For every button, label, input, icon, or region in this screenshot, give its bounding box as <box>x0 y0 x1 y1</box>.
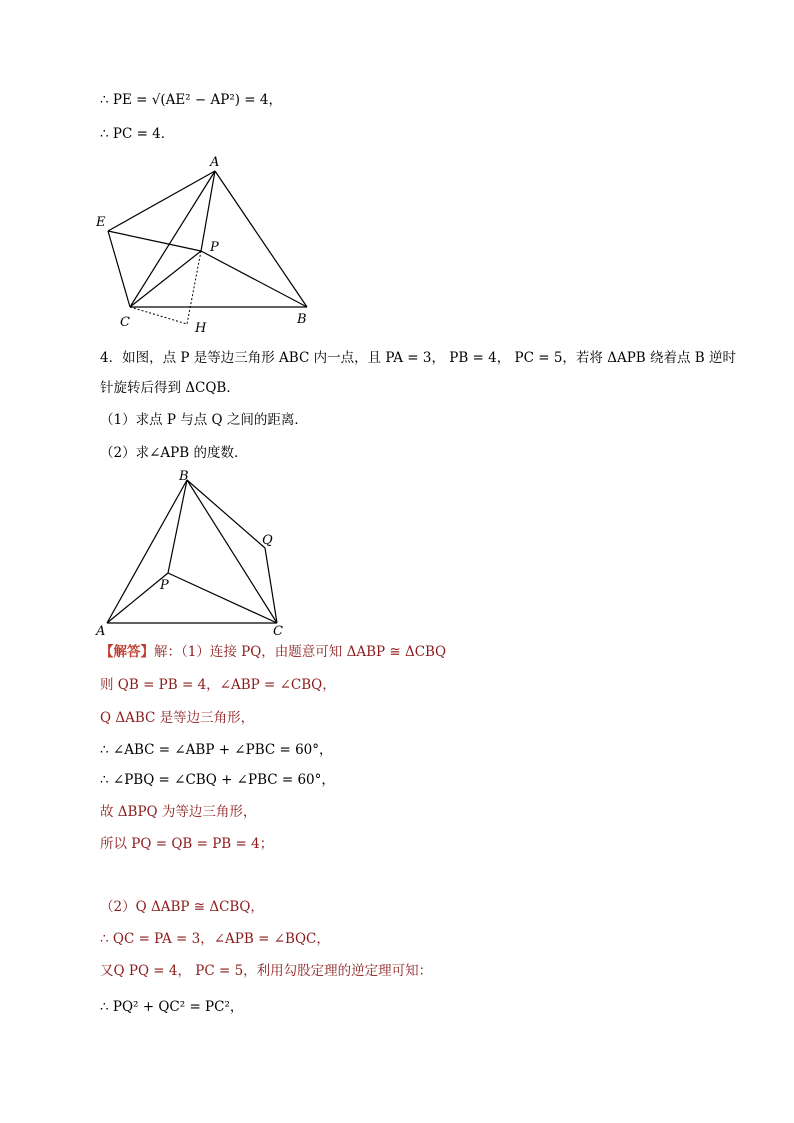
fig2-label-a: A <box>96 624 106 639</box>
answer-line-10: 又Q PQ = 4， PC = 5，利用勾股定理的逆定理可知： <box>100 963 433 979</box>
fig1-label-e: E <box>96 215 106 230</box>
geometry-figure-1 <box>90 152 330 337</box>
answer-line-1 <box>100 642 446 662</box>
answer-line-2: 则 QB = PB = 4，∠ABP = ∠CBQ， <box>100 677 336 693</box>
fig1-label-a: A <box>210 155 220 170</box>
problem-stem-line1: 4．如图，点 P 是等边三角形 ABC 内一点，且 PA = 3， PB = 4， PC = 5，若将 ΔAPB 绕着点 B 逆时 <box>100 350 737 366</box>
answer-line-7: 所以 PQ = QB = PB = 4； <box>100 836 274 852</box>
answer-line-1-text: 解：（1）连接 PQ，由题意可知 ΔABP ≅ ΔCBQ <box>154 644 447 660</box>
fig2-label-p: P <box>160 578 169 593</box>
question-1: （1）求点 P 与点 Q 之间的距离． <box>100 412 308 428</box>
fig1-label-b: B <box>297 312 307 327</box>
question-2: （2）求∠APB 的度数． <box>100 445 248 461</box>
fig2-label-c: C <box>273 624 283 639</box>
fig2-label-b: B <box>179 469 189 484</box>
answer-line-4: ∴ ∠ABC = ∠ABP + ∠PBC = 60°， <box>100 742 333 758</box>
fig2-label-q: Q <box>262 533 273 548</box>
answer-tag: 【解答】 <box>100 644 154 660</box>
answer-line-6: 故 ΔBPQ 为等边三角形， <box>100 804 257 820</box>
fig1-label-p: P <box>210 240 219 255</box>
answer-line-9: ∴ QC = PA = 3，∠APB = ∠BQC， <box>100 931 330 947</box>
answer-line-11: ∴ PQ² + QC² = PC²， <box>100 999 244 1015</box>
solution-line-pc: ∴ PC = 4． <box>100 126 175 142</box>
solution-line-pe: ∴ PE = √(AE² − AP²) = 4， <box>100 92 282 108</box>
fig1-label-h: H <box>195 321 207 336</box>
geometry-figure-2 <box>90 465 305 640</box>
answer-line-3: Q ΔABC 是等边三角形， <box>100 710 255 726</box>
answer-line-5: ∴ ∠PBQ = ∠CBQ + ∠PBC = 60°， <box>100 772 335 788</box>
answer-line-8: （2）Q ΔABP ≅ ΔCBQ， <box>100 899 264 915</box>
problem-stem-line2: 针旋转后得到 ΔCQB． <box>100 380 240 396</box>
fig1-label-c: C <box>120 315 130 330</box>
